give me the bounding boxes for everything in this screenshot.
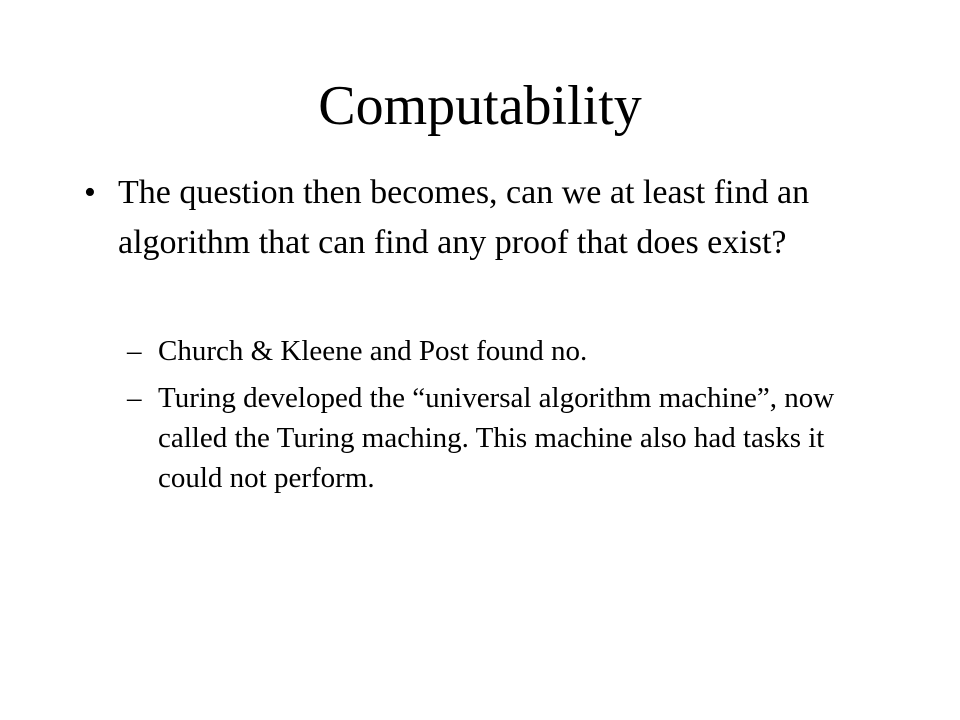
subbullet-marker: – bbox=[127, 382, 142, 414]
bullet-text: The question then becomes, can we at least find an algorithm that can find any proof that does exist? bbox=[118, 174, 810, 261]
slide-title: Computability bbox=[318, 75, 642, 137]
subbullet-text: Church & Kleene and Post found no. bbox=[158, 335, 588, 367]
bullet-marker: • bbox=[84, 174, 96, 211]
subbullet-item bbox=[127, 378, 887, 498]
subbullet-item bbox=[127, 331, 887, 371]
subbullet-marker: – bbox=[127, 335, 142, 367]
bullet-item bbox=[84, 168, 884, 268]
subbullet-text: Turing developed the “universal algorithm machine”, now called the Turing maching. This machine also had tasks it could not perform. bbox=[158, 382, 835, 494]
subbullet-list bbox=[127, 331, 887, 505]
